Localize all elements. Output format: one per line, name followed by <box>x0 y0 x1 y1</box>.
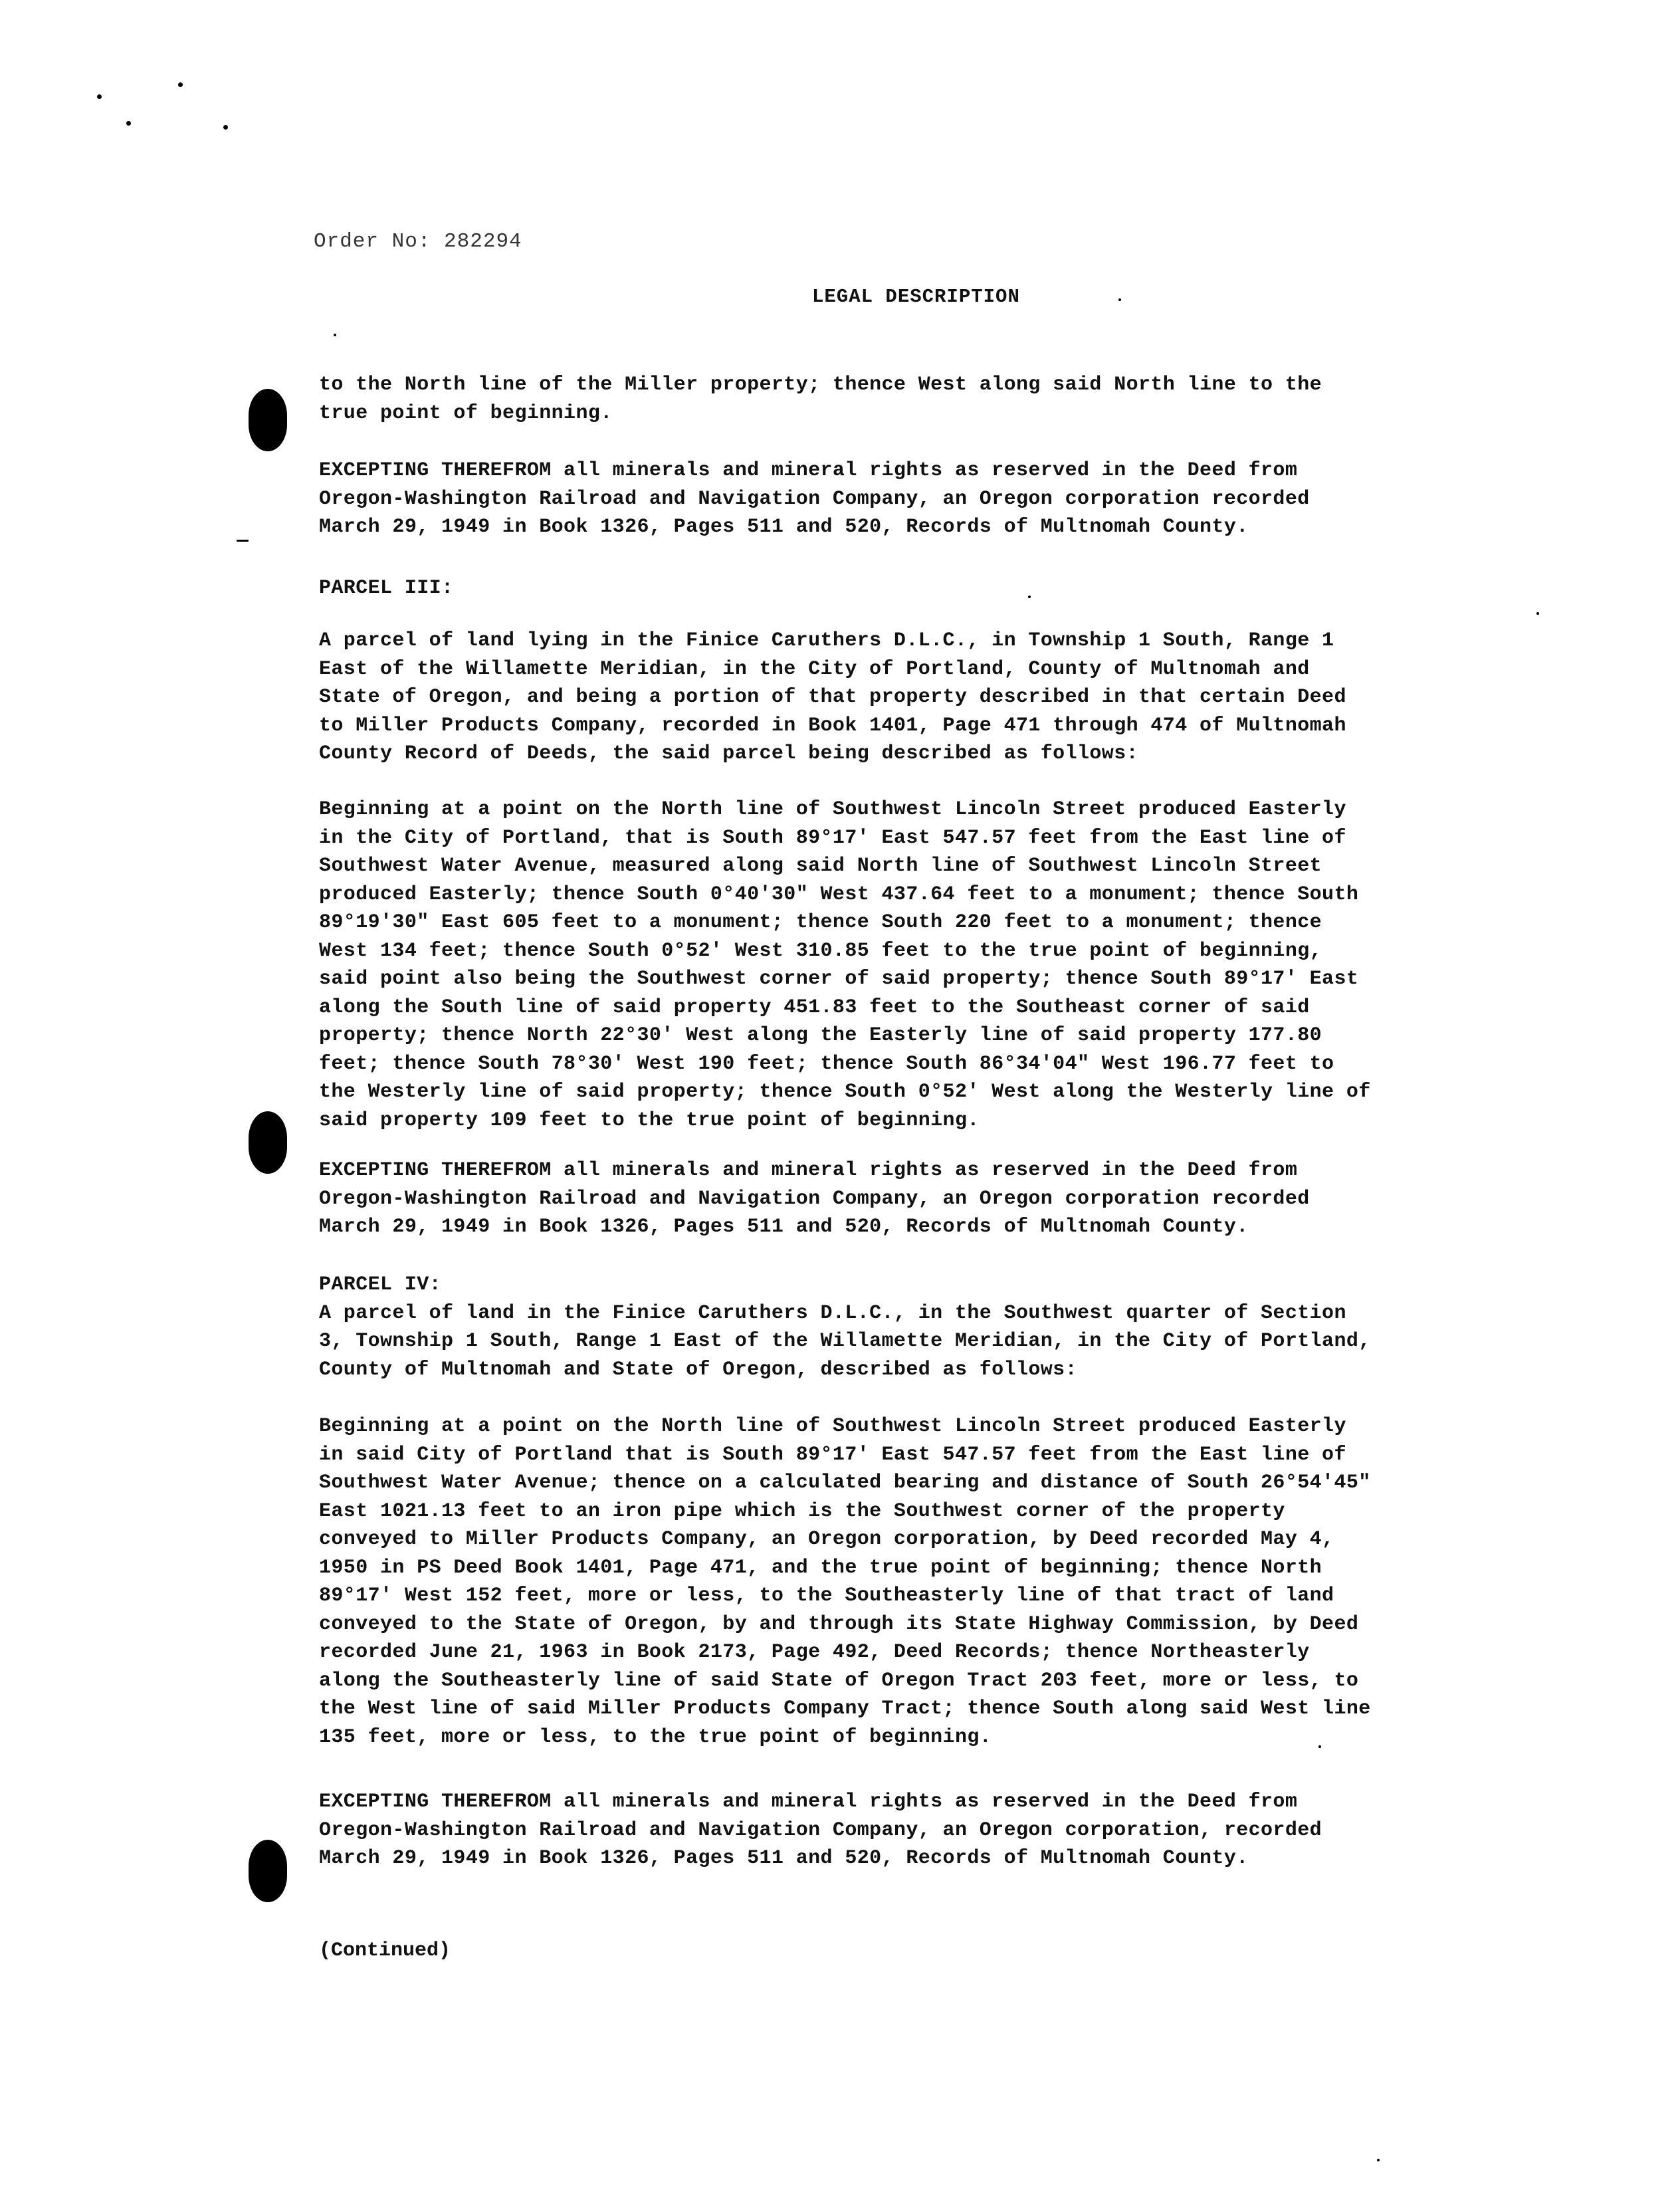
paragraph-parcel-iii-intro: A parcel of land lying in the Finice Caruthers D.L.C., in Township 1 South, Range 1 East of the Willamette Meridian, in the City of Portland, County of Multnomah and State of Oregon, and being a portion of that property described in that certain Deed to Miller Products Company, recorded in Book 1401, Page 471 through 474 of Multnomah County Record of Deeds, the said parcel being described as follows: <box>319 629 1346 765</box>
scan-speck <box>334 334 336 336</box>
paragraph-parcel-iii-description: Beginning at a point on the North line of Southwest Lincoln Street produced Easterly in the City of Portland, that is South 89°17' East 547.57 feet from the East line of Southwest Water Avenue, measured along said North line of Southwest Lincoln Street produced Easterly; thence South 0°40'30" West 437.64 feet to a monument; thence South 89°19'30" East 605 feet to a monument; thence South 220 feet to a monument; thence West 134 feet; thence South 0°52' West 310.85 feet to the true point of beginning, said point also being the Southwest corner of said property; thence South 89°17' East along the South line of said property 451.83 feet to the Southeast corner of said property; thence North 22°30' West along the Easterly line of said property 177.80 feet; thence South 78°30' West 190 feet; thence South 86°34'04" West 196.77 feet to the Westerly line of said property; thence South 0°52' West along the Westerly line of said property 109 feet to the true point of beginning. <box>319 798 1371 1132</box>
paragraph-exception-3: EXCEPTING THEREFROM all minerals and mineral rights as reserved in the Deed from Oregon-Washington Railroad and Navigation Company, an Oregon corporation, recorded March 29, 1949 in Book 1326, Pages 511 and 520, Records of Multnomah County. <box>319 1791 1322 1870</box>
punch-hole <box>249 1840 287 1902</box>
scan-speck <box>1377 2159 1380 2161</box>
scan-speck <box>223 125 228 130</box>
paragraph-exception-1: EXCEPTING THEREFROM all minerals and mineral rights as reserved in the Deed from Oregon-Washington Railroad and Navigation Company, an Oregon corporation recorded March 29, 1949 in Book 1326, Pages 511 and 520, Records of Multnomah County. <box>319 459 1310 538</box>
punch-hole <box>249 389 287 451</box>
scan-speck <box>237 540 249 542</box>
continued-label: (Continued) <box>319 1939 451 1962</box>
punch-hole <box>249 1111 287 1174</box>
order-number: Order No: 282294 <box>314 230 522 253</box>
heading-parcel-iii: PARCEL III: <box>319 577 454 600</box>
document-title: LEGAL DESCRIPTION <box>812 286 1020 308</box>
scan-speck <box>1536 612 1539 615</box>
paragraph-miller-north-line: to the North line of the Miller property; thence West along said North line to the true point of beginning. <box>319 374 1322 425</box>
scan-speck <box>1118 298 1121 301</box>
paragraph-parcel-iv-intro: PARCEL IV: A parcel of land in the Finice Caruthers D.L.C., in the Southwest quarter of Section 3, Township 1 South, Range 1 East of the Willamette Meridian, in the City of Portland, County of Multnomah and State of Oregon, described as follows: <box>319 1273 1371 1381</box>
paragraph-parcel-iv-description: Beginning at a point on the North line of Southwest Lincoln Street produced Easterly in said City of Portland that is South 89°17' East 547.57 feet from the East line of Southwest Water Avenue; thence on a calculated bearing and distance of South 26°54'45" East 1021.13 feet to an iron pipe which is the Southwest corner of the property conveyed to Miller Products Company, an Oregon corporation, by Deed recorded May 4, 1950 in PS Deed Book 1401, Page 471, and the true point of beginning; thence North 89°17' West 152 feet, more or less, to the Southeasterly line of that tract of land conveyed to the State of Oregon, by and through its State Highway Commission, by Deed recorded June 21, 1963 in Book 2173, Page 492, Deed Records; thence Northeasterly along the Southeasterly line of said State of Oregon Tract 203 feet, more or less, to the West line of said Miller Products Company Tract; thence South along said West line 135 feet, more or less, to the true point of beginning. <box>319 1415 1371 1749</box>
scan-speck <box>97 94 102 99</box>
paragraph-exception-2: EXCEPTING THEREFROM all minerals and mineral rights as reserved in the Deed from Oregon-Washington Railroad and Navigation Company, an Oregon corporation recorded March 29, 1949 in Book 1326, Pages 511 and 520, Records of Multnomah County. <box>319 1159 1310 1238</box>
scan-speck <box>178 82 183 87</box>
scan-speck <box>126 121 131 126</box>
